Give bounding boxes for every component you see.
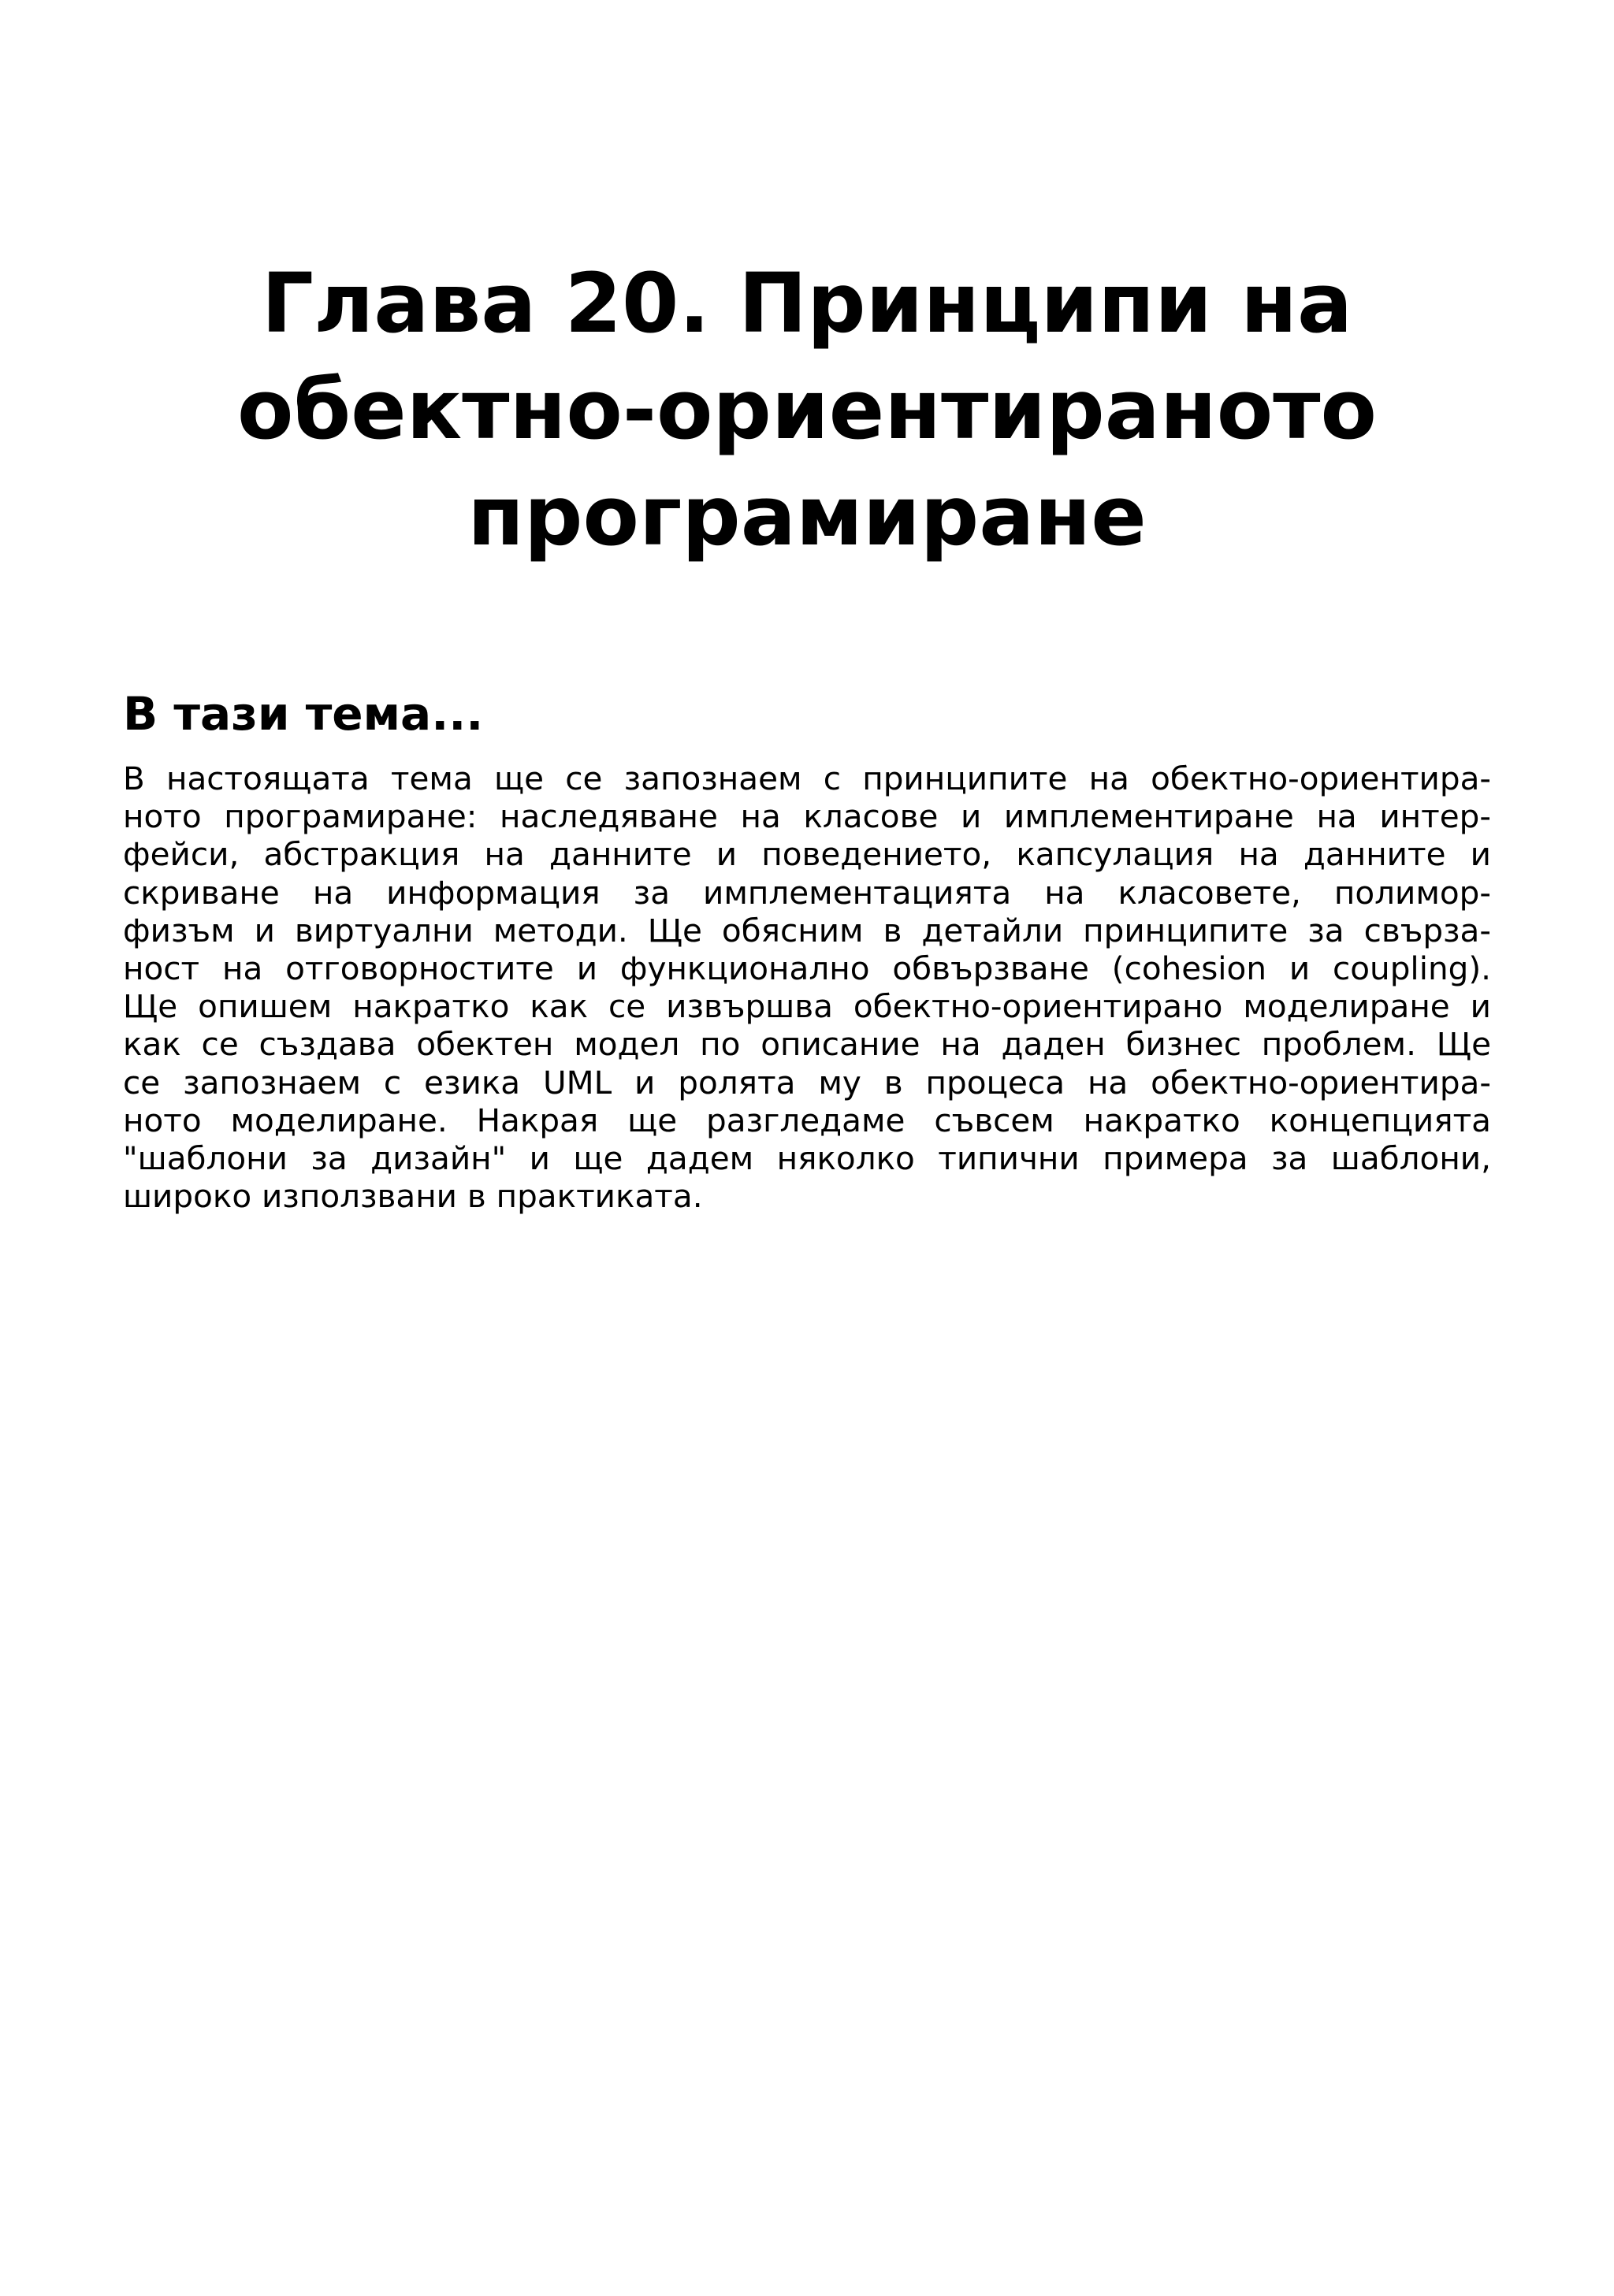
paragraph-line: ност на отговорностите и функционално обвързване (cohesion и coupling). <box>123 949 1491 988</box>
intro-paragraph <box>123 760 1491 1215</box>
paragraph-line: В настоящата тема ще се запознаем с принципите на обектно-ориентира- <box>123 760 1491 797</box>
paragraph-line: скриване на информация за имплементацията на класовете, полимор- <box>123 873 1491 912</box>
paragraph-line: "шаблони за дизайн" и ще дадем няколко типични примера за шаблони, <box>123 1139 1491 1178</box>
paragraph-line: ното моделиране. Накрая ще разгледаме съвсем накратко концепцията <box>123 1101 1491 1139</box>
chapter-title-line: Глава 20. Принципи на <box>261 255 1353 351</box>
paragraph-line: Ще опишем накратко как се извършва обектно-ориентирано моделиране и <box>123 987 1491 1026</box>
chapter-title-line: програмиране <box>467 468 1147 564</box>
paragraph-line: как се създава обектен модел по описание на даден бизнес проблем. Ще <box>123 1025 1491 1064</box>
paragraph-line: фейси, абстракция на данните и поведението, капсулация на данните и <box>123 835 1491 874</box>
paragraph-line: се запознаем с езика UML и ролята му в процеса на обектно-ориентира- <box>123 1063 1491 1102</box>
paragraph-line: ното програмиране: наследяване на класове и имплементиране на интер- <box>123 797 1491 836</box>
section-heading: В тази тема... <box>123 687 484 741</box>
chapter-title-line: обектно-ориентираното <box>237 362 1377 458</box>
chapter-title <box>126 251 1488 570</box>
paragraph-line: физъм и виртуални методи. Ще обясним в детайли принципите за свърза- <box>123 911 1491 949</box>
paragraph-line: широко използвани в практиката. <box>123 1177 703 1216</box>
